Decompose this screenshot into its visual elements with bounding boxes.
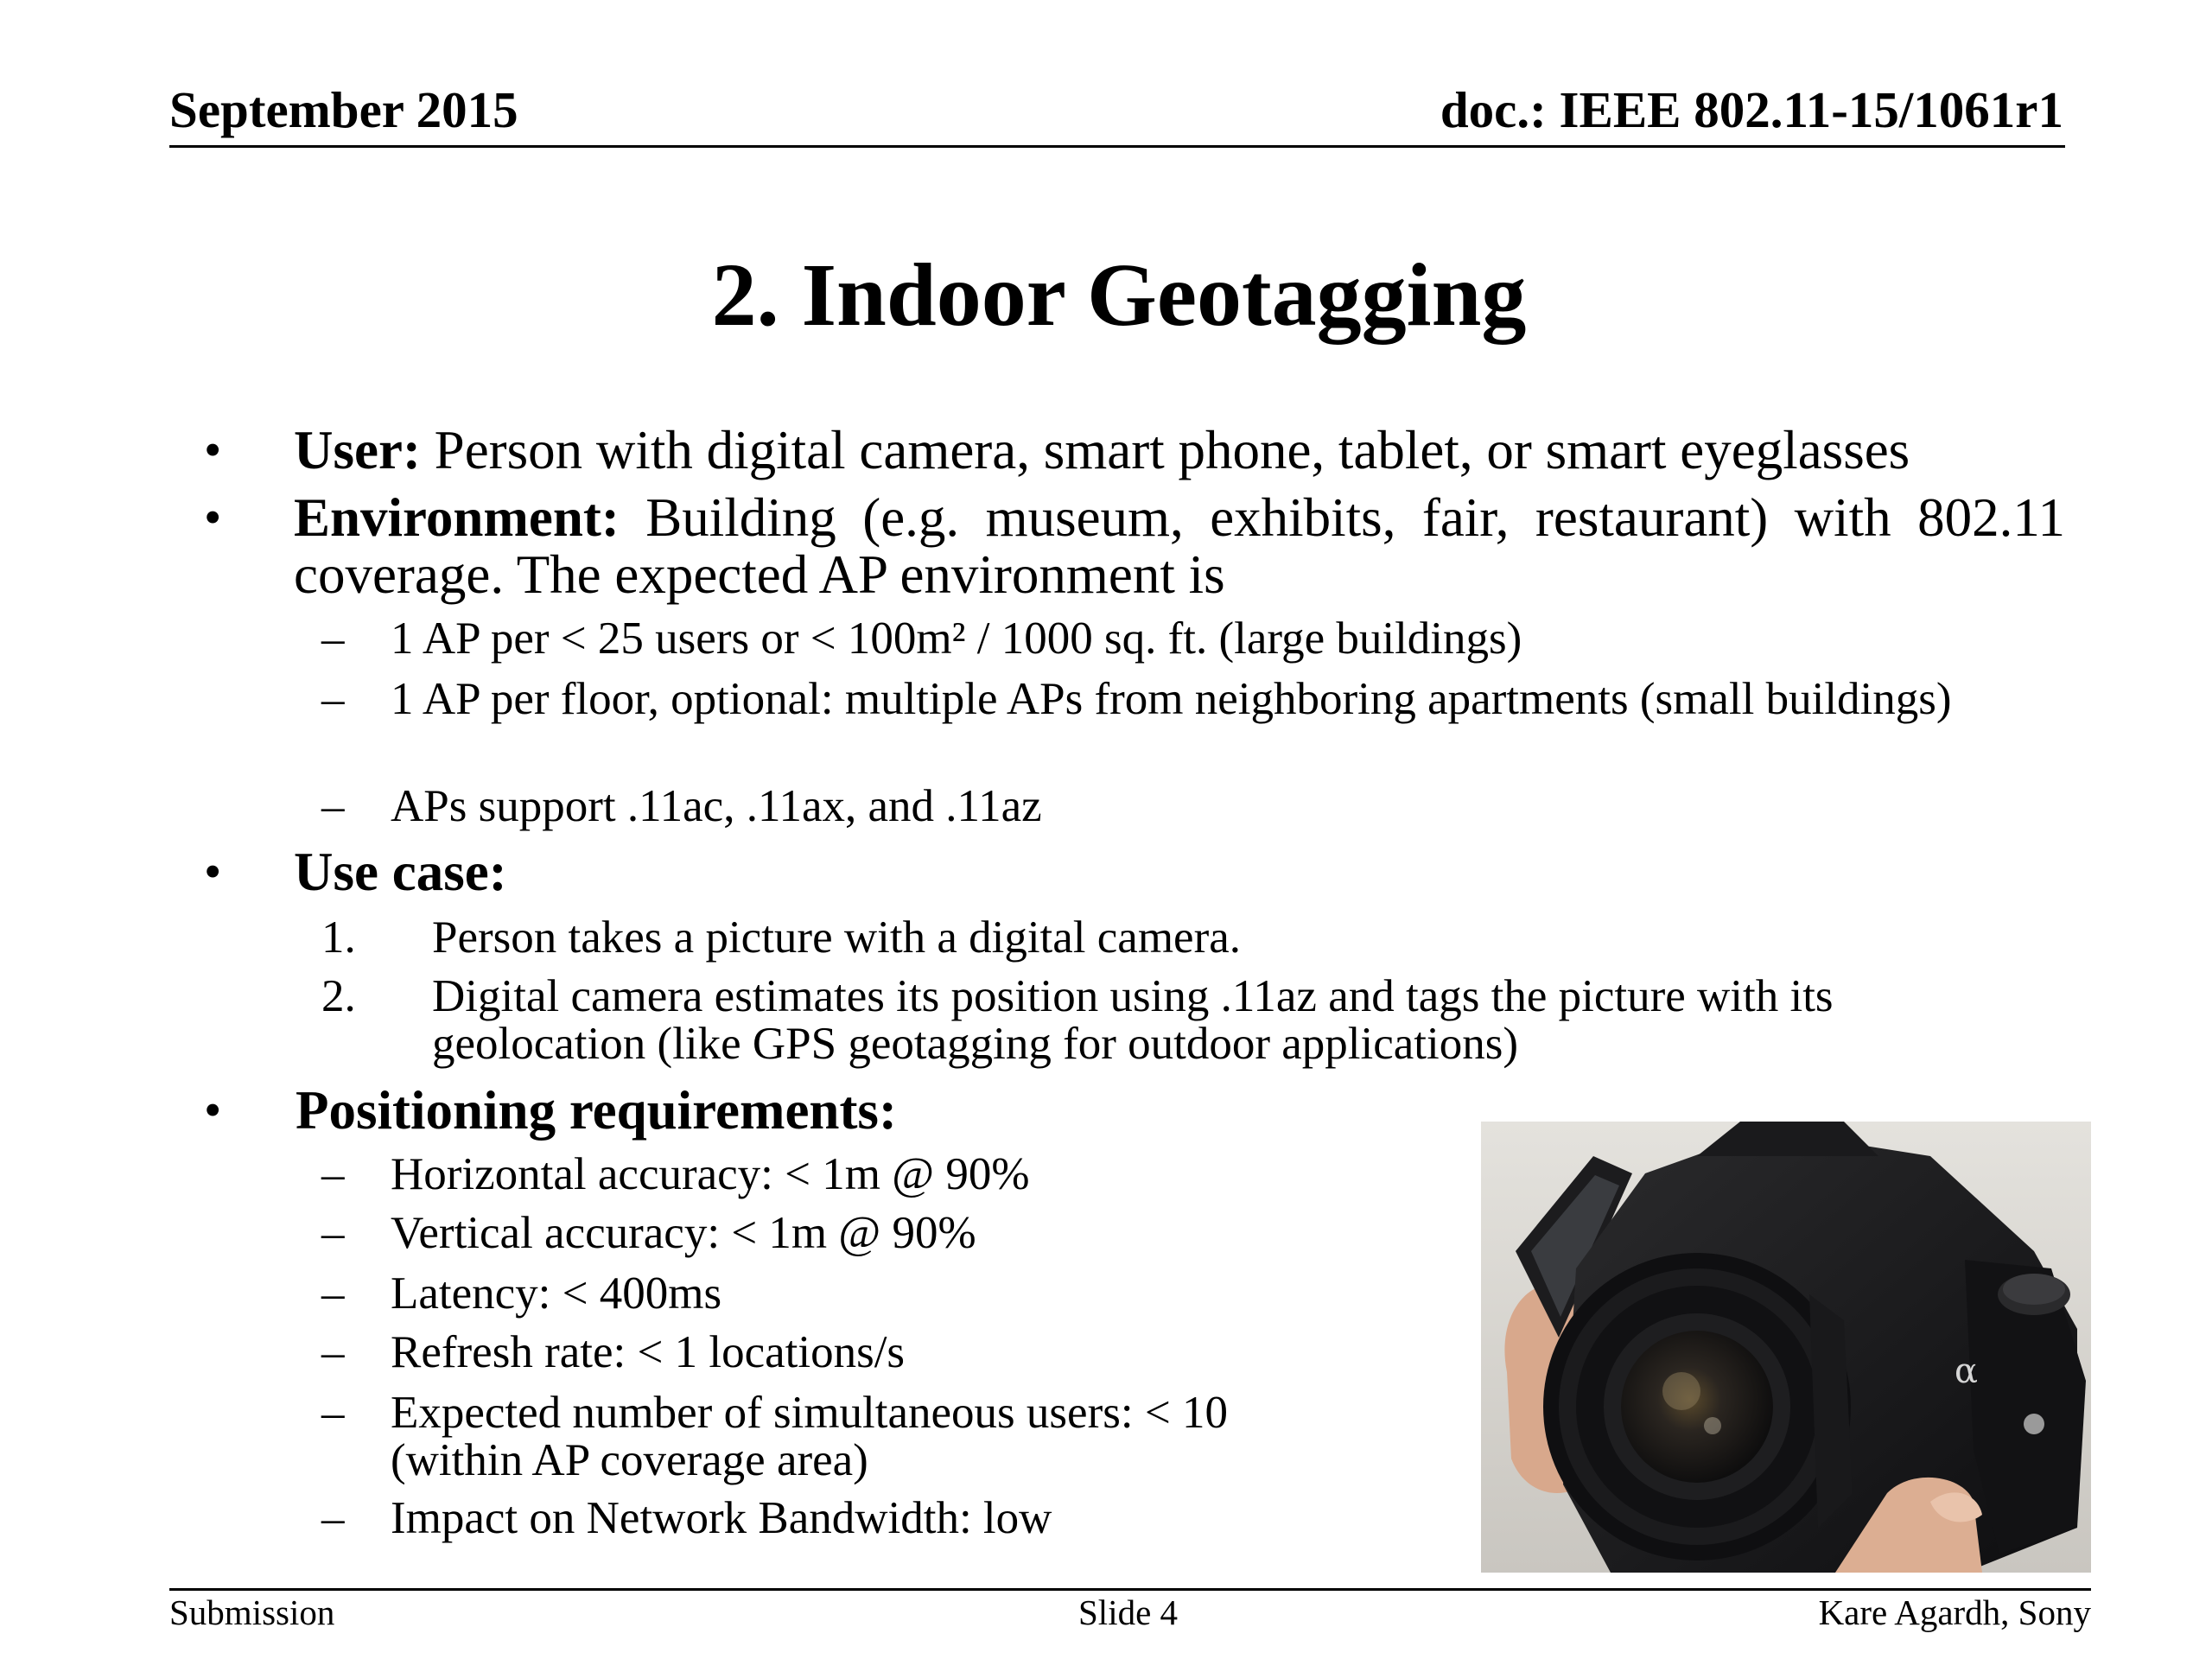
- bullet-use-case: [294, 843, 507, 900]
- dash-marker: –: [321, 613, 345, 664]
- environment-item: 1 AP per floor, optional: multiple APs from neighboring apartments (small buildings): [391, 674, 1952, 724]
- slide-title: 2. Indoor Geotagging: [711, 245, 1527, 345]
- positioning-item: Latency: < 400ms: [391, 1268, 722, 1319]
- dash-marker: –: [321, 1268, 345, 1319]
- bullet-positioning-label: Positioning requirements:: [296, 1080, 897, 1141]
- dash-marker: –: [321, 1493, 345, 1543]
- dash-marker: –: [321, 1208, 345, 1258]
- bullet-marker: •: [204, 843, 222, 899]
- positioning-item: Expected number of simultaneous users: < 10 (within AP coverage area): [391, 1388, 1228, 1485]
- step-number: 1.: [321, 912, 356, 963]
- environment-item: 1 AP per < 25 users or < 100m² / 1000 sq. ft. (large buildings): [391, 613, 1522, 664]
- dash-marker: –: [321, 674, 345, 724]
- footer-left: Submission: [169, 1592, 335, 1632]
- positioning-item: Refresh rate: < 1 locations/s: [391, 1327, 906, 1377]
- dash-marker: –: [321, 1327, 345, 1377]
- positioning-item: Impact on Network Bandwidth: low: [391, 1493, 1052, 1543]
- camera-illustration: [1481, 1122, 2091, 1573]
- step-number: 2.: [321, 971, 356, 1021]
- footer-slide-number: Slide 4: [1078, 1592, 1179, 1632]
- footer-author: Kare Agardh, Sony: [1818, 1592, 2091, 1632]
- bullet-user-text: Person with digital camera, smart phone, tablet, or smart eyeglasses: [420, 420, 1910, 480]
- use-case-step: Person takes a picture with a digital camera.: [432, 912, 1241, 963]
- bullet-environment: [294, 489, 2065, 603]
- header-date: September 2015: [169, 81, 518, 138]
- dash-marker: –: [321, 1149, 345, 1199]
- environment-item: APs support .11ac, .11ax, and .11az: [391, 781, 1042, 831]
- bullet-user: [294, 422, 2074, 479]
- bullet-marker: •: [204, 1082, 222, 1138]
- positioning-item: Horizontal accuracy: < 1m @ 90%: [391, 1149, 1030, 1199]
- dash-marker: –: [321, 781, 345, 831]
- header-divider: [169, 145, 2065, 148]
- bullet-marker: •: [204, 489, 222, 545]
- bullet-environment-text: Building (e.g. museum, exhibits, fair, restaurant) with 802.11 coverage. The expected AP environment is: [294, 487, 2065, 605]
- positioning-item: Vertical accuracy: < 1m @ 90%: [391, 1208, 976, 1258]
- dash-marker: –: [321, 1388, 345, 1438]
- bullet-marker: •: [204, 422, 222, 478]
- header-doc-id: doc.: IEEE 802.11-15/1061r1: [1440, 81, 2063, 138]
- bullet-use-case-label: Use case:: [294, 842, 507, 902]
- bullet-positioning: [296, 1082, 897, 1139]
- bullet-environment-label: Environment:: [294, 487, 620, 548]
- brand-mark: α: [1955, 1351, 1979, 1391]
- camera-photo: [1481, 1122, 2091, 1573]
- bullet-user-label: User:: [294, 420, 421, 480]
- use-case-step: Digital camera estimates its position using .11az and tags the picture with its geolocation (like GPS geotagging for outdoor applications): [432, 971, 1834, 1069]
- footer-divider: [169, 1588, 2091, 1591]
